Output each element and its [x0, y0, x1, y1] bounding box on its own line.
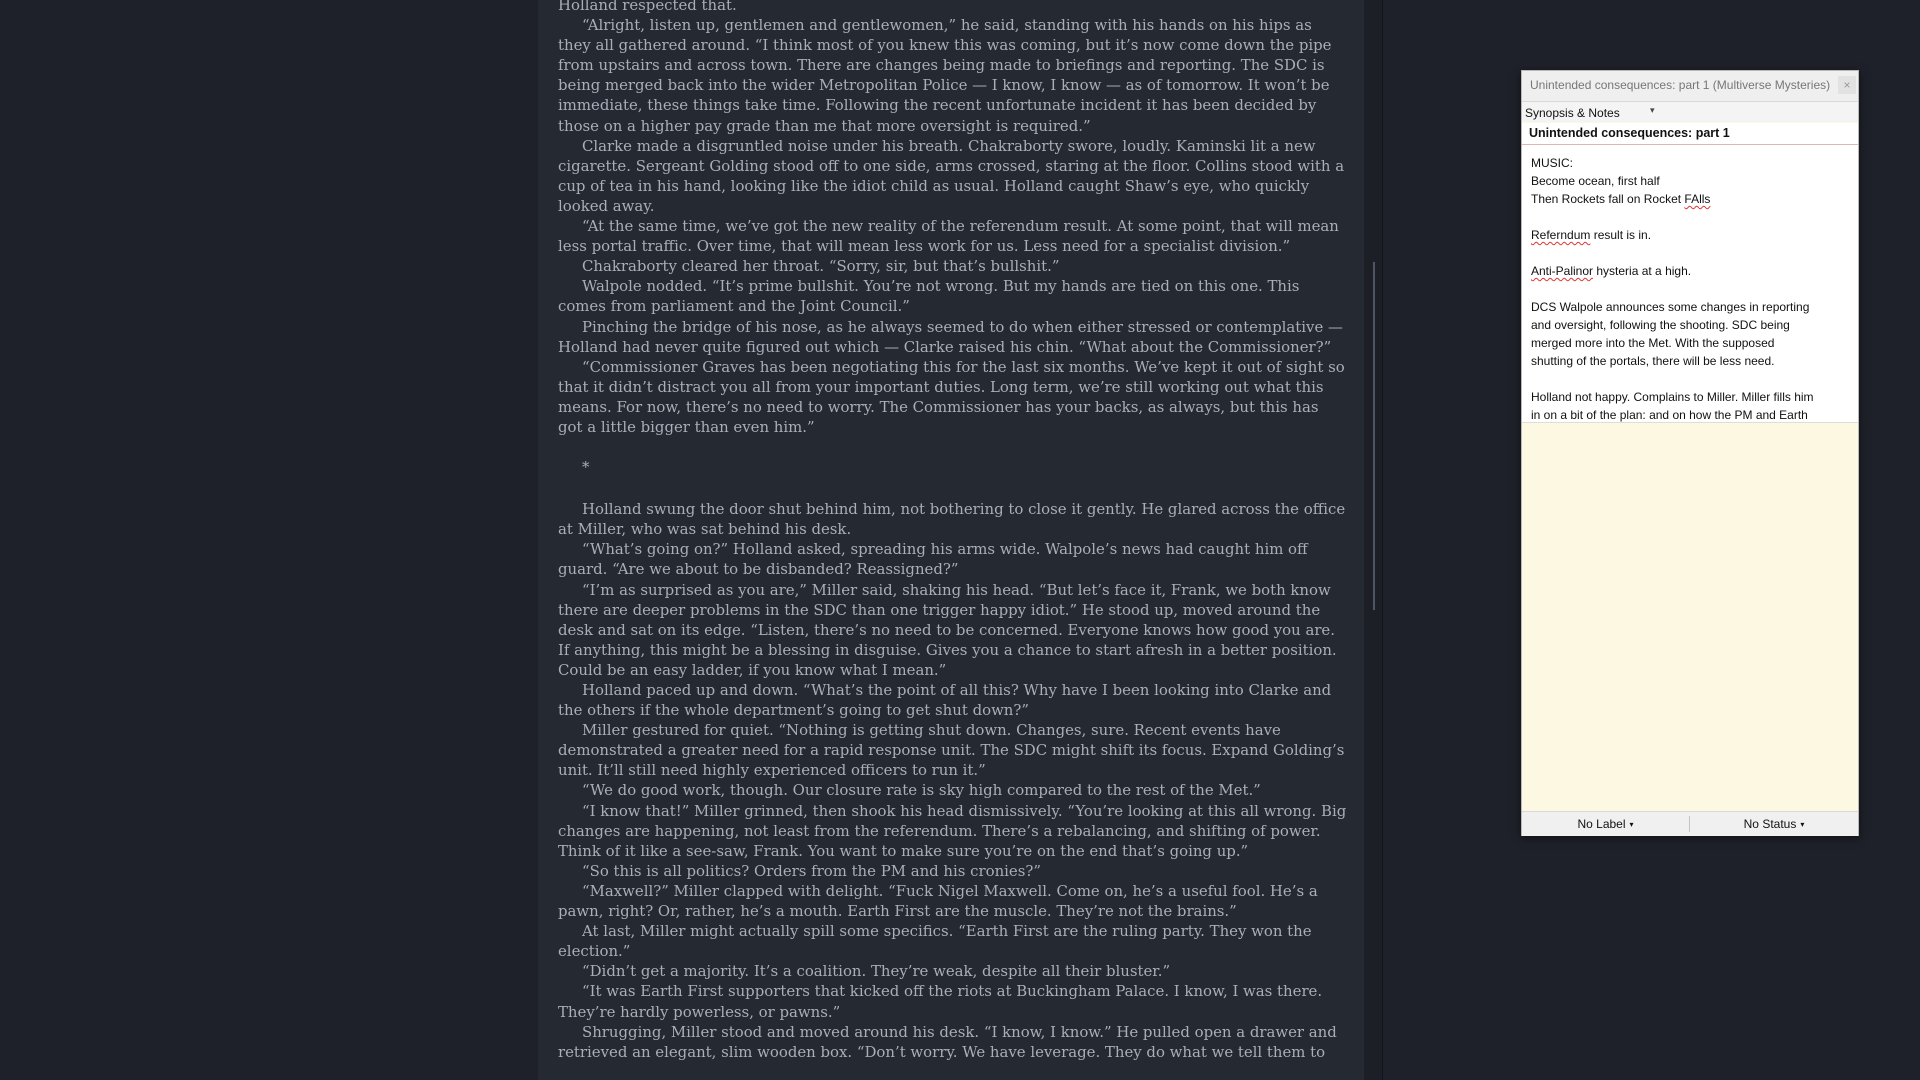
notes-area[interactable]: [1522, 423, 1858, 810]
inspector-window-title: Unintended consequences: part 1 (Multiverse Mysteries): [1530, 78, 1831, 92]
inspector-footer: [1522, 811, 1858, 836]
synopsis-line: and oversight, following the shooting. SDC being: [1531, 318, 1790, 332]
chevron-down-icon: ▾: [1800, 820, 1805, 829]
misspelled-word: Referndum: [1531, 228, 1591, 242]
synopsis-text-run: result is in.: [1590, 228, 1652, 242]
manuscript-paragraph: “What’s going on?” Holland asked, spreading his arms wide. Walpole’s news had caught him off guard. “Are we about to be disbanded? Reassigned?”: [558, 540, 1308, 579]
inspector-panel: [1521, 70, 1859, 836]
synopsis-line: merged more into the Met. With the supposed: [1531, 336, 1775, 350]
synopsis-line: Holland not happy. Complains to Miller. Miller fills him: [1531, 390, 1814, 404]
synopsis-line: Become ocean, first half: [1531, 174, 1660, 188]
manuscript-paragraph: Clarke made a disgruntled noise under his breath. Chakraborty swore, loudly. Kaminski lit a new cigarette. Sergeant Golding stood off to one side, arms crossed, staring at the floor. Collins stood with a cup of tea in his hand, looking like the idiot child as usual. Holland caught Shaw’s eye, who quickly looked away.: [558, 136, 1345, 215]
label-dropdown[interactable]: [1522, 812, 1689, 836]
document-title: Unintended consequences: part 1: [1529, 126, 1730, 140]
manuscript-paragraph: “So this is all politics? Orders from the PM and his cronies?”: [582, 861, 1041, 880]
manuscript-paragraph: “Maxwell?” Miller clapped with delight. “Fuck Nigel Maxwell. Come on, he’s a useful fool. He’s a pawn, right? Or, rather, he’s a mouth. Earth First are the muscle. They’re not the brains.”: [558, 881, 1318, 921]
manuscript-paragraph: “We do good work, though. Our closure rate is sky high compared to the rest of the Met.”: [582, 781, 1261, 800]
editor-pane[interactable]: [538, 0, 1364, 1080]
manuscript-paragraph: Walpole nodded. “It’s prime bullshit. You’re not wrong. But my hands are tied on this one. This comes from parliament and the Joint Council.”: [558, 277, 1300, 316]
chevron-down-icon[interactable]: ▾: [1650, 105, 1655, 115]
synopsis-line: DCS Walpole announces some changes in reporting: [1531, 300, 1810, 314]
close-icon[interactable]: ×: [1838, 76, 1856, 94]
manuscript-paragraph: “I’m as surprised as you are,” Miller said, shaking his head. “But let’s face it, Frank, we both know there are deeper problems in the SDC than one trigger happy idiot.” He stood up, moved around the desk and sat on its edge. “Listen, there’s no need to be concerned. Everyone knows how good you are. If anything, this might be a blessing in disguise. Gives you a chance to start afresh in a better position. Could be an easy ladder, if you know what I mean.”: [558, 580, 1337, 679]
label-dropdown-value: No Label: [1577, 817, 1626, 831]
status-dropdown-value: No Status: [1743, 817, 1797, 831]
synopsis-line: shutting of the portals, there will be less need.: [1531, 354, 1775, 368]
synopsis-text-run: hysteria at a high.: [1593, 264, 1692, 278]
manuscript-paragraph: “I know that!” Miller grinned, then shook his head dismissively. “You’re looking at this all wrong. Big changes are happening, not least from the referendum. There’s a rebalancing, and shifting of power. Think of it like a see-saw, Frank. You want to make sure you’re on the end that’s going up.”: [558, 801, 1347, 860]
synopsis-line: in on a bit of the plan: and on how the PM and Earth: [1531, 408, 1808, 422]
synopsis-text: [1531, 154, 1853, 423]
manuscript-paragraph: Shrugging, Miller stood and moved around his desk. “I know, I know.” He pulled open a drawer and retrieved an elegant, slim wooden box. “Don’t worry. We have leverage. They do what we tell them to: [558, 1022, 1337, 1061]
manuscript-paragraph: Holland swung the door shut behind him, not bothering to close it gently. He glared across the office at Miller, who was sat behind his desk.: [558, 500, 1346, 539]
misspelled-word: FAlls: [1684, 192, 1711, 206]
synopsis-line: [1531, 226, 1853, 244]
misspelled-word: Anti-Palinor: [1531, 264, 1594, 278]
synopsis-textarea[interactable]: [1522, 145, 1858, 423]
manuscript-paragraph: At last, Miller might actually spill some specifics. “Earth First are the ruling party. They won the election.”: [558, 922, 1312, 961]
manuscript-paragraph: “Alright, listen up, gentlemen and gentlewomen,” he said, standing with his hands on his hips as they all gathered around. “I think most of you knew this was coming, but it’s now come down the pipe from upstairs and across town. There are changes being made to briefings and reporting. The SDC is being merged back into the wider Metropolitan Police — I know, I know — as of tomorrow. It won’t be immediate, these things take time. Following the recent unfortunate incident it has been decided by those on a higher pay grade than me that more oversight is required.”: [558, 16, 1332, 135]
section-selector-label: Synopsis & Notes: [1525, 106, 1620, 120]
document-title-field[interactable]: [1522, 123, 1858, 145]
chevron-down-icon: ▾: [1629, 820, 1634, 829]
section-selector[interactable]: [1522, 102, 1858, 122]
pane-divider: [1382, 0, 1383, 1080]
manuscript-paragraph: Pinching the bridge of his nose, as he always seemed to do when either stressed or contemplative — Holland had never quite figured out which — Clarke raised his chin. “What about the Commissioner?”: [558, 317, 1343, 356]
editor-scrollbar-thumb[interactable]: [1373, 262, 1375, 610]
inspector-titlebar[interactable]: [1522, 71, 1858, 102]
scene-separator: *: [582, 458, 590, 477]
manuscript-paragraph: “Commissioner Graves has been negotiating this for the last six months. We’ve kept it out of sight so that it didn’t distract you all from your important duties. Long term, we’re still working out what this means. For now, there’s no need to worry. The Commissioner has your backs, as always, but this has got a little bigger than even him.”: [558, 357, 1345, 436]
manuscript-paragraph: Chakraborty cleared her throat. “Sorry, sir, but that’s bullshit.”: [582, 257, 1060, 276]
manuscript-paragraph: Holland respected that.: [558, 0, 737, 14]
synopsis-line: [1531, 262, 1853, 280]
synopsis-text-run: Then Rockets fall on Rocket: [1531, 192, 1685, 206]
synopsis-line: MUSIC:: [1531, 156, 1573, 170]
manuscript-paragraph: Miller gestured for quiet. “Nothing is getting shut down. Changes, sure. Recent events have demonstrated a greater need for a rapid response unit. The SDC might shift its focus. Expand Golding’s unit. It’ll still need highly experienced officers to run it.”: [558, 721, 1345, 780]
synopsis-line: [1531, 190, 1853, 208]
manuscript-paragraph: Holland paced up and down. “What’s the point of all this? Why have I been looking into Clarke and the others if the whole department’s going to get shut down?”: [558, 681, 1332, 720]
manuscript-paragraph: “It was Earth First supporters that kicked off the riots at Buckingham Palace. I know, I was there. They’re hardly powerless, or pawns.”: [558, 982, 1323, 1021]
status-dropdown[interactable]: [1690, 812, 1858, 836]
manuscript-paragraph: “At the same time, we’ve got the new reality of the referendum result. At some point, that will mean less portal traffic. Over time, that will mean less work for us. Less need for a specialist division.”: [558, 217, 1339, 256]
manuscript-text[interactable]: [558, 0, 1347, 1062]
manuscript-paragraph: “Didn’t get a majority. It’s a coalition. They’re weak, despite all their bluster.”: [582, 962, 1171, 981]
